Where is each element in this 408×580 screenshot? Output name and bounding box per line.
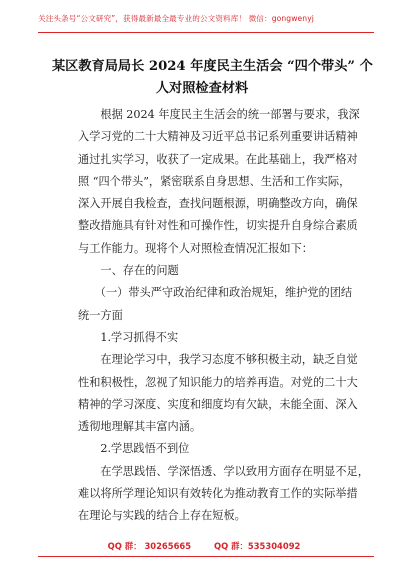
document-body xyxy=(78,104,369,528)
subsection-heading: （一）带头严守政治纪律和政治规矩，维护党的团结 xyxy=(78,286,353,300)
body-line: 在理论与实践的结合上存在短板。 xyxy=(78,509,246,523)
body-line: 性和积极性，忽视了知识能力的培养再造。对党的二十大 xyxy=(78,375,358,389)
subsection-heading-cont: 统一方面 xyxy=(78,308,123,322)
body-line: 入学习党的二十大精神及习近平总书记系列重要讲话精神 xyxy=(78,130,358,144)
item-heading: 2.学思践悟不到位 xyxy=(78,442,190,456)
bottom-divider xyxy=(38,556,374,557)
body-line: 整改措施具有针对性和可操作性，切实提升自身综合素质 xyxy=(78,219,358,233)
title-line-2: 人对照检查材料 xyxy=(155,81,249,96)
footer-qq-2: QQ 群：535304092 xyxy=(214,541,301,551)
footer-contacts xyxy=(0,540,408,552)
body-line: 难以将所学理论知识有效转化为推动教育工作的实际举措 xyxy=(78,487,358,501)
body-line: 深入开展自我检查，查找问题根源，明确整改方向，确保 xyxy=(78,197,358,211)
body-line: 精神的学习深度、实度和细度均有欠缺，未能全面、深入 xyxy=(78,397,358,411)
body-line: 照 “四个带头”，紧密联系自身思想、生活和工作实际， xyxy=(78,174,351,188)
body-line: 在学思践悟、学深悟透、学以致用方面存在明显不足， xyxy=(78,464,369,478)
body-line: 根据 2024 年度民主生活会的统一部署与要求，我深 xyxy=(78,108,360,121)
document-title xyxy=(52,56,373,100)
item-heading: 1.学习抓得不实 xyxy=(78,330,179,344)
body-line: 与工作能力。现将个人对照检查情况汇报如下： xyxy=(78,241,313,255)
body-line: 通过扎实学习，收获了一定成果。在此基础上，我严格对 xyxy=(78,152,358,166)
top-divider xyxy=(38,32,374,33)
section-heading: 一、存在的问题 xyxy=(78,264,179,278)
body-line: 透彻地理解其丰富内涵。 xyxy=(78,420,202,434)
top-banner: 关注头条号“公文研究”，获得最新最全最专业的公文资料库！ 微信：gongwenyj xyxy=(38,14,314,23)
body-line: 在理论学习中，我学习态度不够积极主动，缺乏自觉 xyxy=(78,353,358,367)
title-line-1: 某区教育局局长 2024 年度民主生活会 “四个带头” 个 xyxy=(52,59,373,74)
footer-qq-1: QQ 群： 30265665 xyxy=(107,541,192,551)
